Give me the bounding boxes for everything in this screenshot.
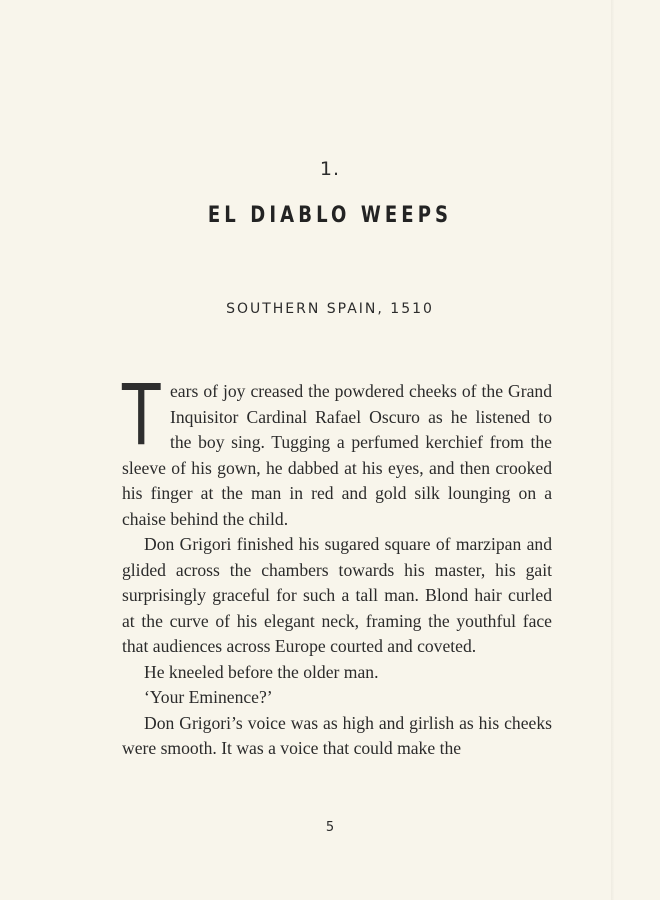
paragraph-3: He kneeled before the older man. [144,661,379,682]
page-edge [611,0,614,900]
page-number: 5 [325,820,335,835]
chapter-title: EL DIABLO WEEPS [207,203,453,228]
paragraph-4: ‘Your Eminence?’ [144,687,273,707]
paragraph-2: Don Grigori finished his sugared square of marzipan and glided across the chambers towards his master, his gait surprisingly graceful for such a tall man. Blond hair curled at the curve of his elegant neck, framing the youthful face that audiences across Europe courted and coveted. [122,534,552,656]
chapter-setting: SOUTHERN SPAIN, 1510 [226,301,434,317]
chapter-number: 1. [319,158,341,180]
paragraph-1 [122,366,552,532]
paragraph-1-text: ears of joy creased the powdered cheeks of the Grand Inquisitor Cardinal Rafael Oscuro as he listened to the boy sing. Tugging a perfumed kerchief from the sleeve of his gown, he dabbed at his eyes, and then crooked his finger at the man in red and gold silk lounging on a chaise behind the child. [122,381,552,529]
paragraph-5: Don Grigori’s voice was as high and girlish as his cheeks were smooth. It was a voice that could make the [122,712,552,758]
drop-cap: T [122,366,161,464]
body-text [122,366,552,762]
